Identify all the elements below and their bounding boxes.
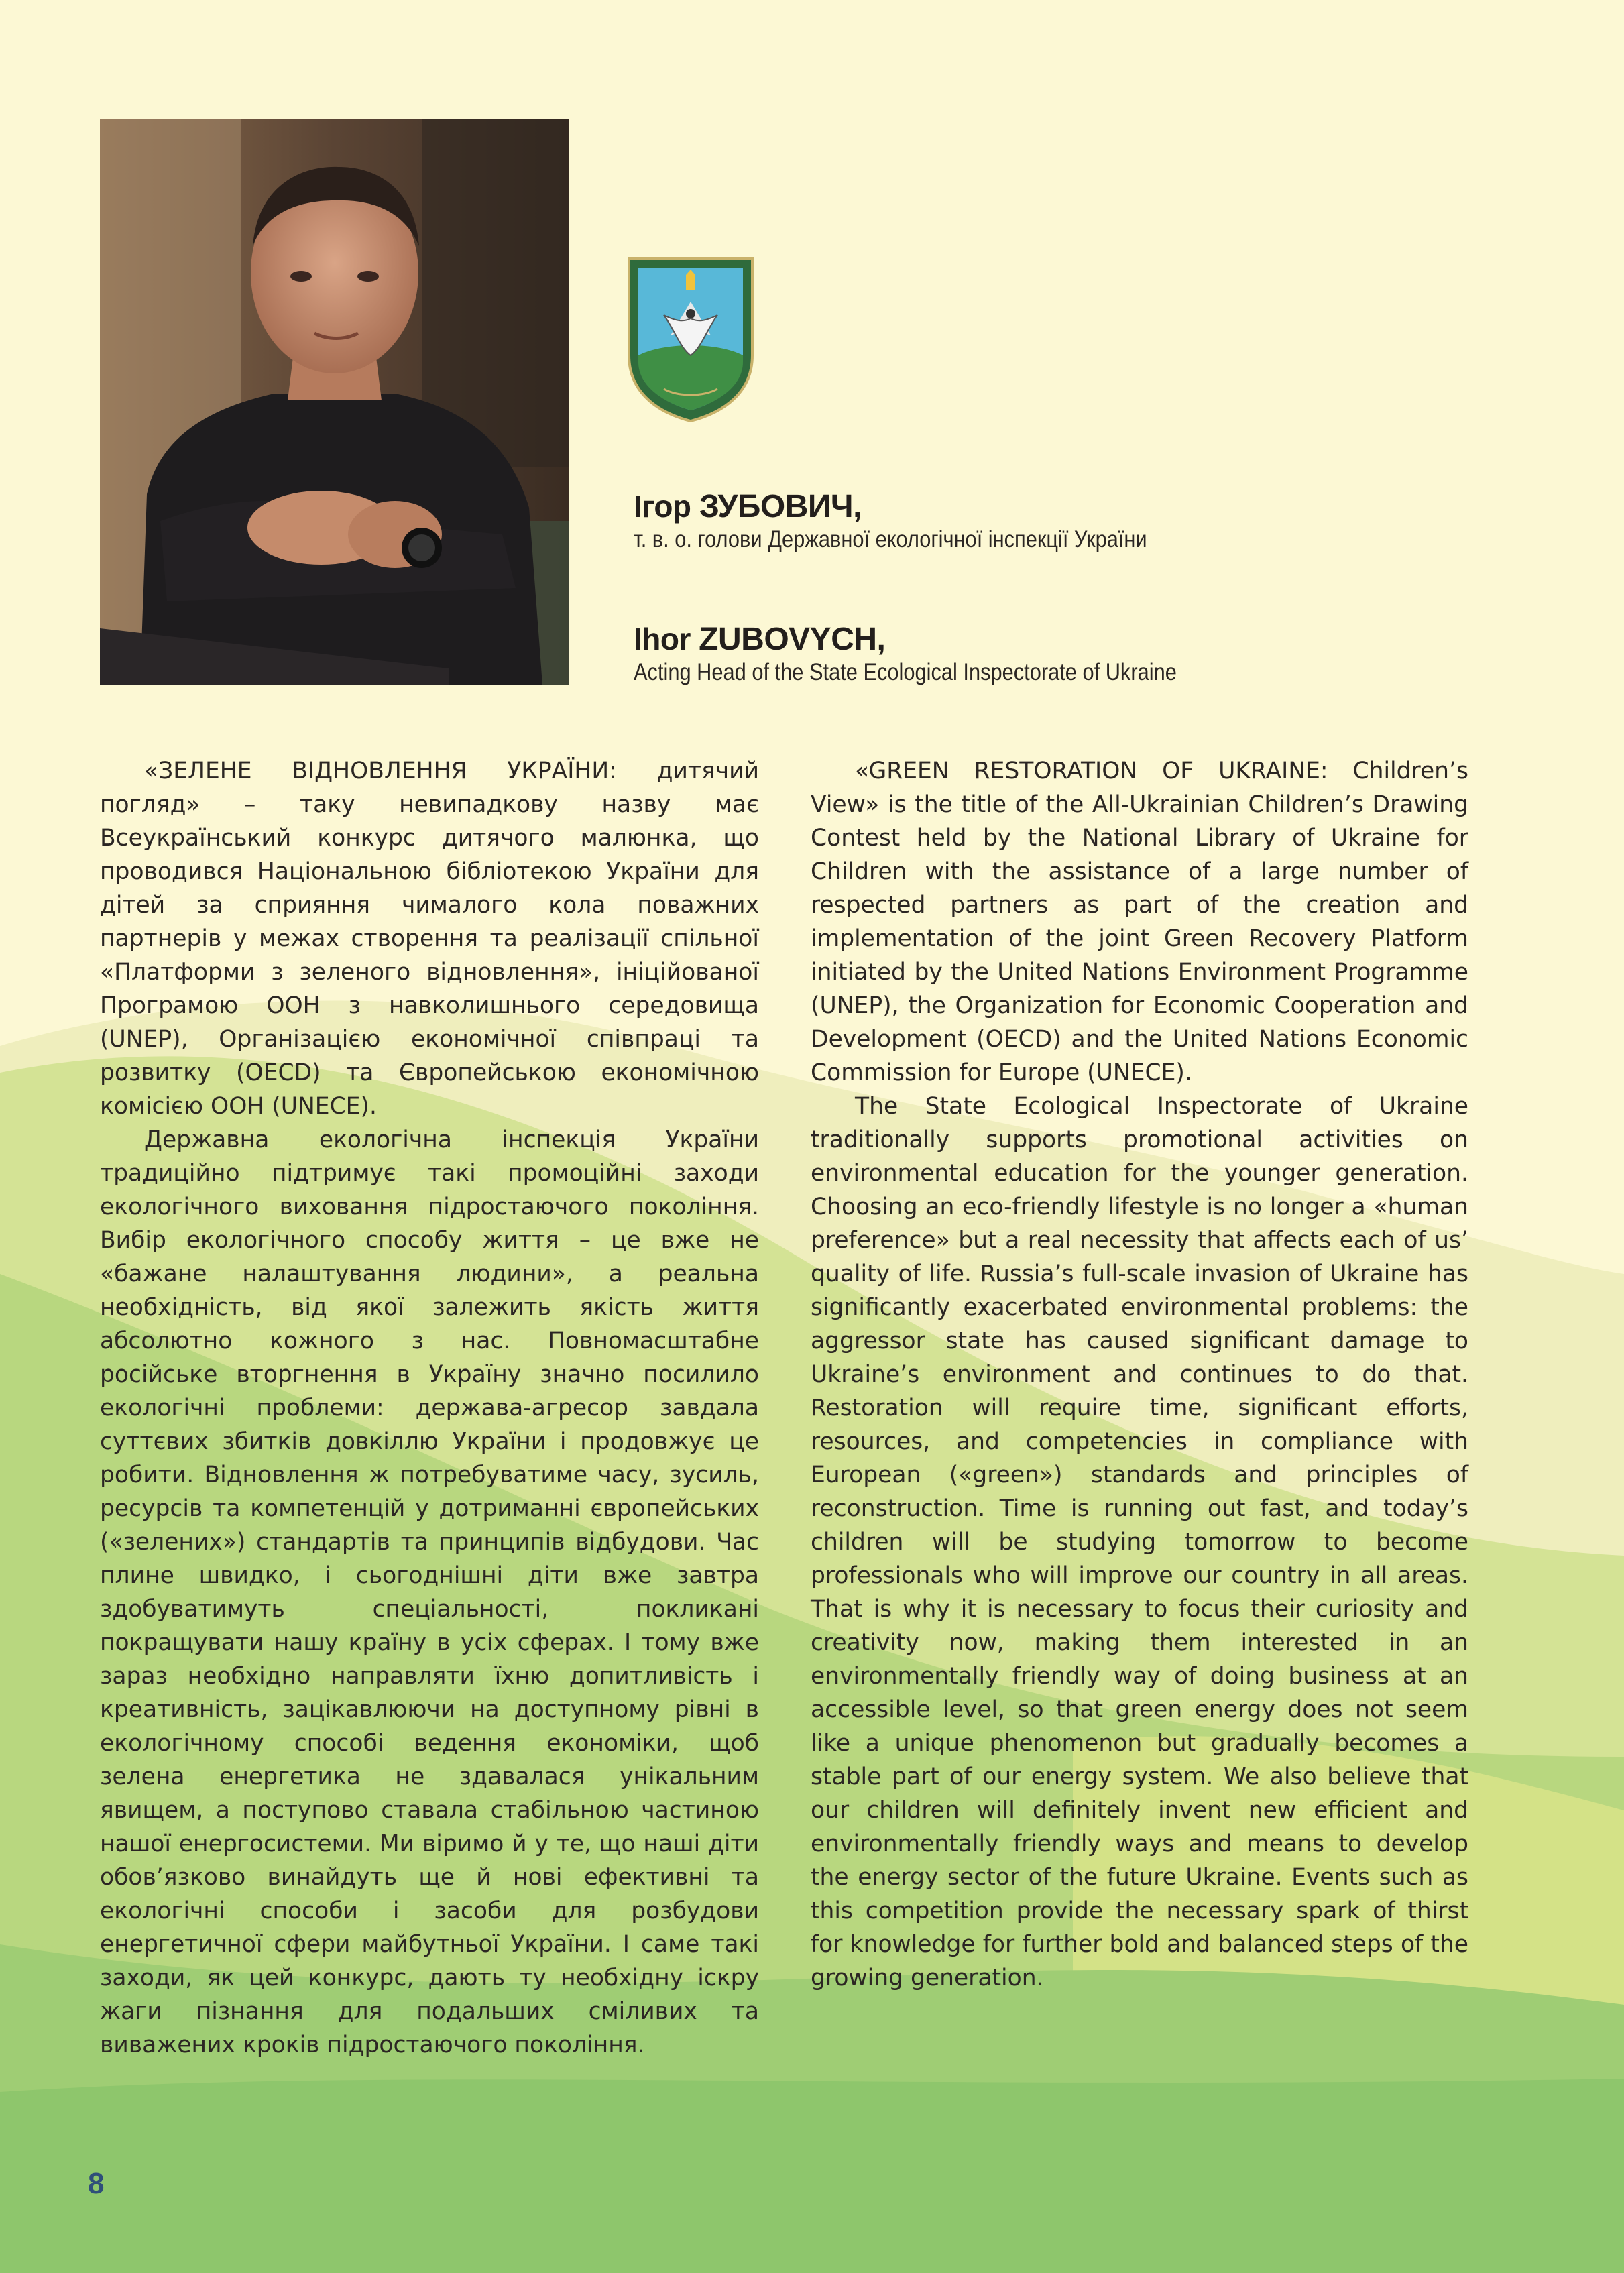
author-en-first-name: Ihor [634, 622, 691, 656]
author-ua-role: т. в. о. голови Державної екологічної інспекції України [634, 526, 1147, 552]
portrait-photo [100, 119, 569, 685]
body-text-en [811, 754, 1468, 1995]
author-en-name [634, 621, 1251, 658]
body-text-ua [100, 754, 759, 2062]
portrait-illustration [100, 119, 569, 685]
author-ua-first-name: Ігор [634, 489, 691, 524]
author-en-role: Acting Head of the State Ecological Inspectorate of Ukraine [634, 659, 1177, 685]
body-ua-paragraph-2: Державна екологічна інспекція України традиційно підтримує такі промоційні заходи екологічного виховання підростаючого покоління. Вибір екологічного способу життя – це вже не «бажане налаштування людини», а реальна необхідність, від якої залежить якість життя абсолютно кожного з нас. Повномасштабне російське вторгнення в Україну значно посилило екологічні проблеми: держава-агресор завдала суттєвих збитків довкіллю України і продовжує це робити. Відновлення ж потребуватиме часу, зусиль, ресурсів та компетенцій у дотриманні європейських («зелених») стандартів та принципів відбудови. Час плине швидко, і сьогоднішні діти вже завтра здобуватимуть спеціальності, покликані покращувати нашу країну в усіх сферах. І тому вже зараз необхідно направляти їхню допитливість і креативність, зацікавлюючи на доступному рівні в екологічному способі ведення економіки, щоб зелена енергетика не здавалася унікальним явищем, а поступово ставала стабільною частиною нашої енергосистеми. Ми віримо й у те, що наші діти обов’язково винайдуть ще й нові ефективні та екологічні способи і засоби для розбудови енергетичної сфери майбутньої України. І саме такі заходи, як цей конкурс, дають ту необхідну іскру жаги пізнання для подальших сміливих та виважених кроків підростаючого покоління. [100, 1126, 759, 2058]
body-ua-paragraph-1: «ЗЕЛЕНЕ ВІДНОВЛЕННЯ УКРАЇНИ: дитячий погляд» – таку невипадкову назву має Всеукраїнський конкурс дитячого малюнка, що проводився Національною бібліотекою України для дітей за сприяння чималого кола поважних партнерів у межах створення та реалізації спільної «Платформи з зеленого відновлення», ініційованої Програмою ООН з навколишнього середовища (UNEP), Організацією економічної співпраці та розвитку (OECD) та Європейською економічною комісією ООН (UNECE). [100, 758, 759, 1120]
body-en-paragraph-1: «GREEN RESTORATION OF UKRAINE: Children’s View» is the title of the All-Ukrainian Children’s Drawing Contest held by the National Library of Ukraine for Children with the assistance of a large number of respected partners as part of the creation and implementation of the joint Green Recovery Platform initiated by the United Nations Environment Programme (UNEP), the Organization for Economic Cooperation and Development (OECD) and the United Nations Economic Commission for Europe (UNECE). [811, 758, 1468, 1086]
author-en-surname: ZUBOVYCH, [699, 622, 886, 657]
author-en-block [634, 621, 1251, 687]
author-ua-surname: ЗУБОВИЧ, [699, 489, 862, 524]
inspectorate-emblem-icon [624, 255, 758, 424]
body-en-paragraph-2: The State Ecological Inspectorate of Ukraine traditionally supports promotional activities on environmental education for the younger generation. Choosing an eco-friendly lifestyle is no longer a «human preference» but a real necessity that affects each of us’ quality of life. Russia’s full-scale invasion of Ukraine has significantly exacerbated environmental problems: the aggressor state has caused significant damage to Ukraine’s environment and continues to do that. Restoration will require time, significant efforts, resources, and competencies in compliance with European («green») standards and principles of reconstruction. Time is running out fast, and today’s children will be studying tomorrow to become professionals who will improve our country in all areas. That is why it is necessary to focus their curiosity and creativity now, making them interested in an environmentally friendly way of doing business at an accessible level, so that green energy does not seem like a unique phenomenon but gradually becomes a stable part of our energy system. We also believe that our children will definitely invent new efficient and environmentally friendly ways and means to develop the energy sector of the future Ukraine. Events such as this competition provide the necessary spark of thirst for knowledge for further bold and balanced steps of the growing generation. [811, 1093, 1468, 1991]
author-ua-name [634, 488, 1217, 525]
author-ua-block [634, 488, 1217, 555]
page-number: 8 [88, 2167, 105, 2200]
